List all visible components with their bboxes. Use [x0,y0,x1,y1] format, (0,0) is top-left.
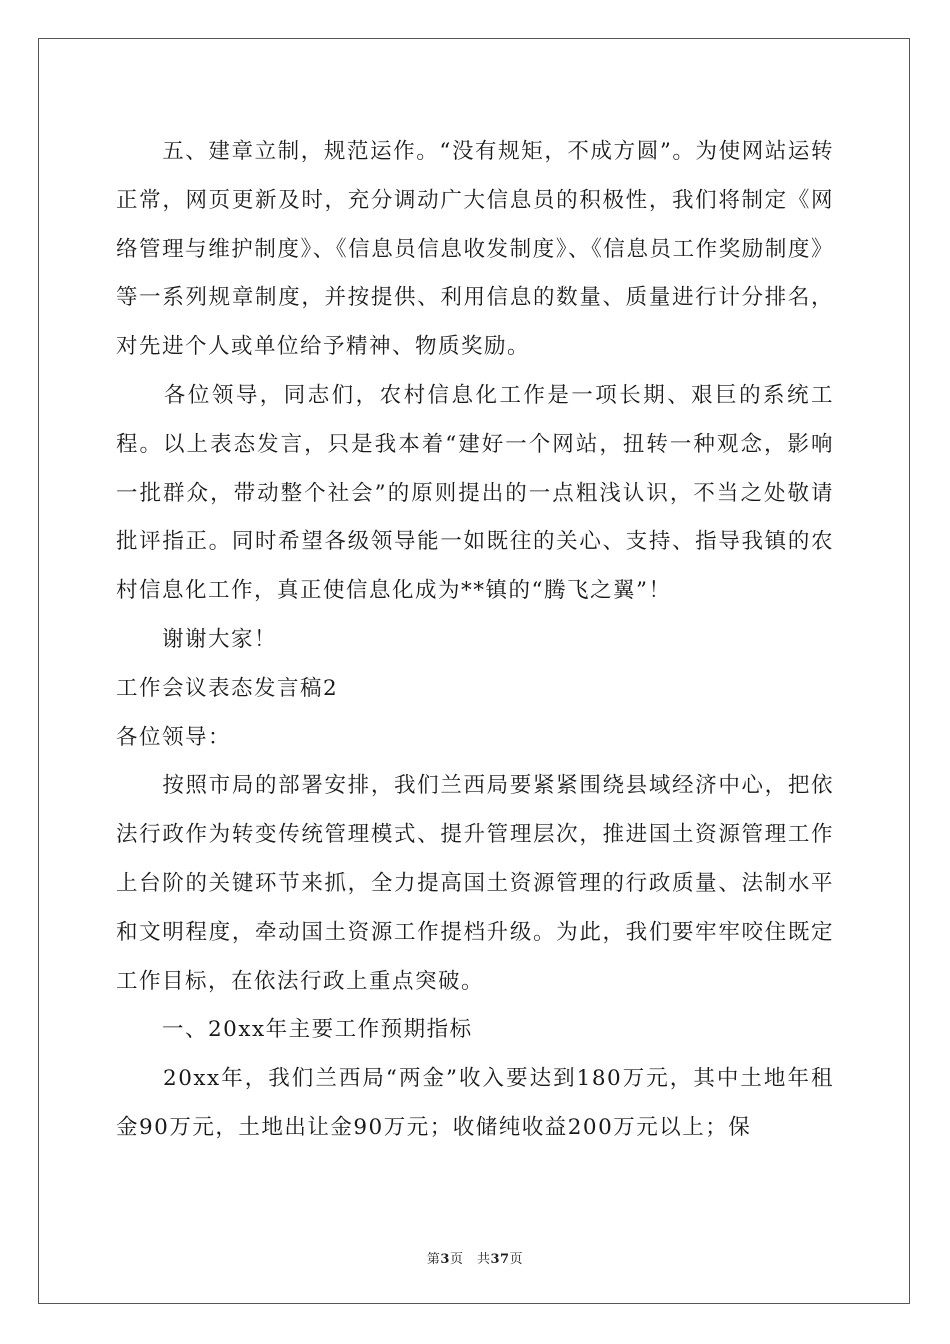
footer-middle: 页 共 [449,1252,491,1267]
section-heading: 工作会议表态发言稿2 [116,675,339,701]
page-footer [0,1248,950,1267]
footer-prefix: 第 [426,1252,441,1267]
paragraph-4: 按照市局的部署安排，我们兰西局要紧紧围绕县域经济中心，把依法行政作为转变传统管理模式、提升管理层次，推进国土资源管理工作上台阶的关键环节来抓，全力提高国土资源管理的行政质量、法制水平和文明程度，牵动国土资源工作提档升级。为此，我们要牢牢咬住既定工作目标，在依法行政上重点突破。 [116,773,834,994]
subsection-heading: 一、20xx年主要工作预期指标 [116,1017,473,1043]
paragraph-2: 各位领导，同志们，农村信息化工作是一项长期、艰巨的系统工程。以上表态发言，只是我本着“建好一个网站，扭转一种观念，影响一批群众，带动整个社会”的原则提出的一点粗浅认识，不当之处敬请批评指正。同时希望各级领导能一如既往的关心、支持、指导我镇的农村信息化工作，真正使信息化成为**镇的“腾飞之翼”！ [116,382,834,604]
paragraph-5: 20xx年，我们兰西局“两金”收入要达到180万元，其中土地年租金90万元，土地出让金90万元；收储纯收益200万元以上；保 [116,1066,834,1140]
paragraph-1: 五、建章立制，规范运作。“没有规矩，不成方圆”。为使网站运转正常，网页更新及时，充分调动广大信息员的积极性，我们将制定《网络管理与维护制度》、《信息员信息收发制度》、《信息员工作奖励制度》等一系列规章制度，并按提供、利用信息的数量、质量进行计分排名，对先进个人或单位给予精神、物质奖励。 [116,139,834,360]
document-body [116,128,834,1153]
total-page-number: 37 [490,1252,510,1267]
paragraph-3: 谢谢大家！ [116,626,278,652]
current-page-number: 3 [440,1252,450,1267]
salutation: 各位领导： [116,724,232,750]
footer-suffix: 页 [509,1252,524,1267]
